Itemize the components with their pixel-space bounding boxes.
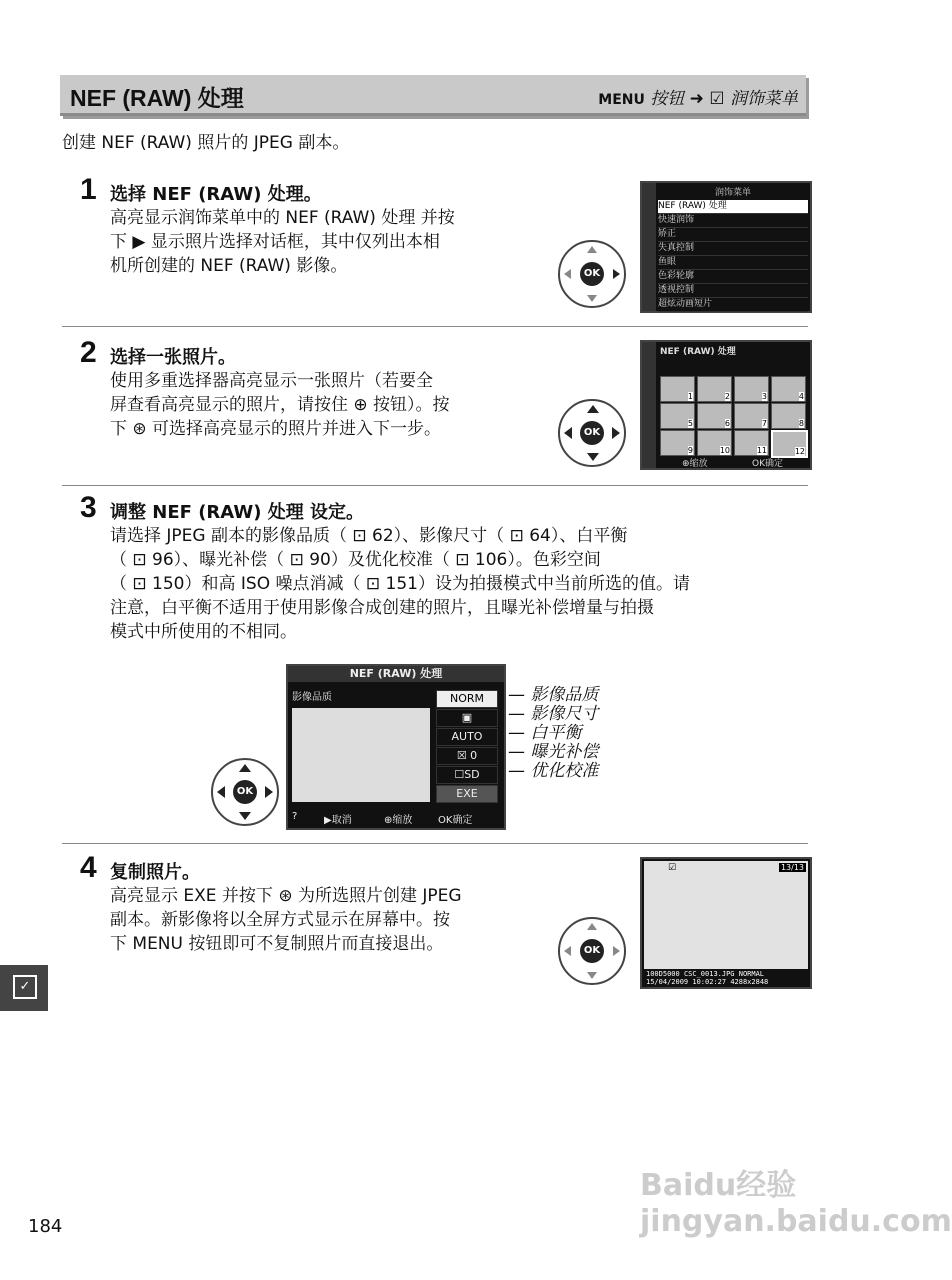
divider [62,843,808,844]
zoom-hint: ⊕缩放 [384,815,413,826]
step-title: 调整 NEF (RAW) 处理 设定。 [110,502,365,523]
step-title: 选择一张照片。 [110,347,236,368]
retouch-menu-icon: ☑ [709,89,725,109]
page-number: 184 [28,1216,63,1237]
ok-icon: OK [580,939,604,963]
menu-item: NEF (RAW) 处理 [658,200,808,214]
thumbnail: 9 [660,430,695,456]
size-option: ▣ [436,709,498,727]
ok-hint: OK确定 [438,815,473,826]
retouch-section-tab [0,965,48,1011]
menu-item: 透视控制 [658,284,808,298]
zoom-hint: ⊕缩放 [682,459,708,469]
step-line: 请选择 JPEG 副本的影像品质（ ⊡ 62）、影像尺寸（ ⊡ 64）、白平衡 [110,526,628,546]
step-number: 2 [80,336,97,369]
step-line: （ ⊡ 150）和高 ISO 噪点消减（ ⊡ 151）设为拍摄模式中当前所选的值。请 [110,574,690,594]
thumbnail: 4 [771,376,806,402]
ok-icon: OK [580,262,604,286]
step-line: 模式中所使用的不相同。 [110,622,297,642]
menu-item: 失真控制 [658,242,808,256]
thumbnail: 8 [771,403,806,429]
step-line: 高亮显示 EXE 并按下 ⊛ 为所选照片创建 JPEG [110,886,462,906]
step-text [110,206,455,278]
callout-label: 曝光补偿 [530,742,599,762]
step-title: 选择 NEF (RAW) 处理。 [110,184,322,205]
ok-icon: OK [580,421,604,445]
callout-label: 优化校准 [530,761,599,781]
intro-text: 创建 NEF (RAW) 照片的 JPEG 副本。 [62,133,350,153]
screen-title: 润饰菜单 [714,188,751,198]
menu-item: 矫正 [658,228,808,242]
thumbnail: 1 [660,376,695,402]
menu-item: 鱼眼 [658,256,808,270]
multi-selector-icon [558,240,626,308]
info-line-1: 100D5000 CSC_0013.JPG NORMAL [646,970,765,978]
menu-item: 色彩轮廓 [658,270,808,284]
step-line: 高亮显示润饰菜单中的 NEF (RAW) 处理 并按 [110,208,455,228]
retouch-icon: ☑ [668,863,677,873]
thumbnail: 3 [734,376,769,402]
callout-label: 白平衡 [530,723,582,743]
step-line: 机所创建的 NEF (RAW) 影像。 [110,256,348,276]
step-line: （ ⊡ 96）、曝光补偿（ ⊡ 90）及优化校准（ ⊡ 106）。色彩空间 [110,550,601,570]
step-line: 下 ▶ 显示照片选择对话框，其中仅列出本相 [110,232,440,252]
screen-title: NEF (RAW) 处理 [660,347,736,357]
step-number: 3 [80,491,97,524]
menu-path-text: 按钮 ➜ [650,89,710,109]
thumbnail: 10 [697,430,732,456]
thumbnail-selected: 12 [771,430,808,458]
quality-option: NORM [436,690,498,708]
callout-label: 影像品质 [530,685,599,705]
retouch-icon: ✓ [13,975,37,999]
menu-item: 快速润饰 [658,214,808,228]
photo-select-screen [640,340,812,470]
watermark-logo: Baidu经验 jingyan.baidu.com [640,1168,952,1239]
page-title: NEF (RAW) 处理 [70,85,244,111]
photo-preview [292,708,430,802]
step-number: 4 [80,851,97,884]
step-text [110,369,450,441]
step-line: 使用多重选择器高亮显示一张照片（若要全 [110,371,433,391]
ok-icon: OK [233,780,257,804]
cancel-hint: ▶取消 [324,815,352,826]
callout-list: — 影像品质 — 影像尺寸 — 白平衡 — 曝光补偿 — 优化校准 [508,685,599,781]
thumbnail: 2 [697,376,732,402]
raw-settings-screen [286,664,506,830]
thumbnail: 6 [697,403,732,429]
multi-selector-icon [558,399,626,467]
section-header [60,75,806,116]
thumbnail: 11 [734,430,769,456]
divider [62,485,808,486]
screen-title: NEF (RAW) 处理 [288,666,504,682]
wb-option: AUTO [436,728,498,746]
divider [62,326,808,327]
exe-option: EXE [436,785,498,803]
step-line: 下 MENU 按钮即可不复制照片而直接退出。 [110,934,444,954]
menu-item: 超炫动画短片 [658,298,808,312]
multi-selector-icon [211,758,279,826]
setting-label: 影像品质 [292,692,332,703]
step-text [110,524,690,644]
photo-preview [644,861,808,969]
image-counter: 13/13 [780,863,804,872]
step-number: 1 [80,173,97,206]
callout-label: 影像尺寸 [530,704,599,724]
menu-path [598,84,798,109]
ok-hint: OK确定 [752,459,784,469]
step-line: 副本。新影像将以全屏方式显示在屏幕中。按 [110,910,450,930]
step-line: 注意，白平衡不适用于使用影像合成创建的照片，且曝光补偿增量与拍摄 [110,598,654,618]
multi-selector-icon [558,917,626,985]
step-line: 屏查看高亮显示的照片，请按住 ⊕ 按钮）。按 [110,395,450,415]
retouch-menu-screen [640,181,812,313]
menu-button-label: MENU [598,92,645,108]
menu-path-name: 润饰菜单 [730,89,798,109]
thumbnail: 7 [734,403,769,429]
full-frame-screen [640,857,812,989]
picture-control-option: ☐SD [436,766,498,784]
info-line-2: 15/04/2009 10:02:27 4288x2848 [646,978,769,986]
step-title: 复制照片。 [110,862,200,883]
exposure-option: ☒ 0 [436,747,498,765]
step-line: 下 ⊛ 可选择高亮显示的照片并进入下一步。 [110,419,442,439]
thumbnail: 5 [660,403,695,429]
step-text [110,884,462,956]
help-icon: ? [292,811,298,822]
